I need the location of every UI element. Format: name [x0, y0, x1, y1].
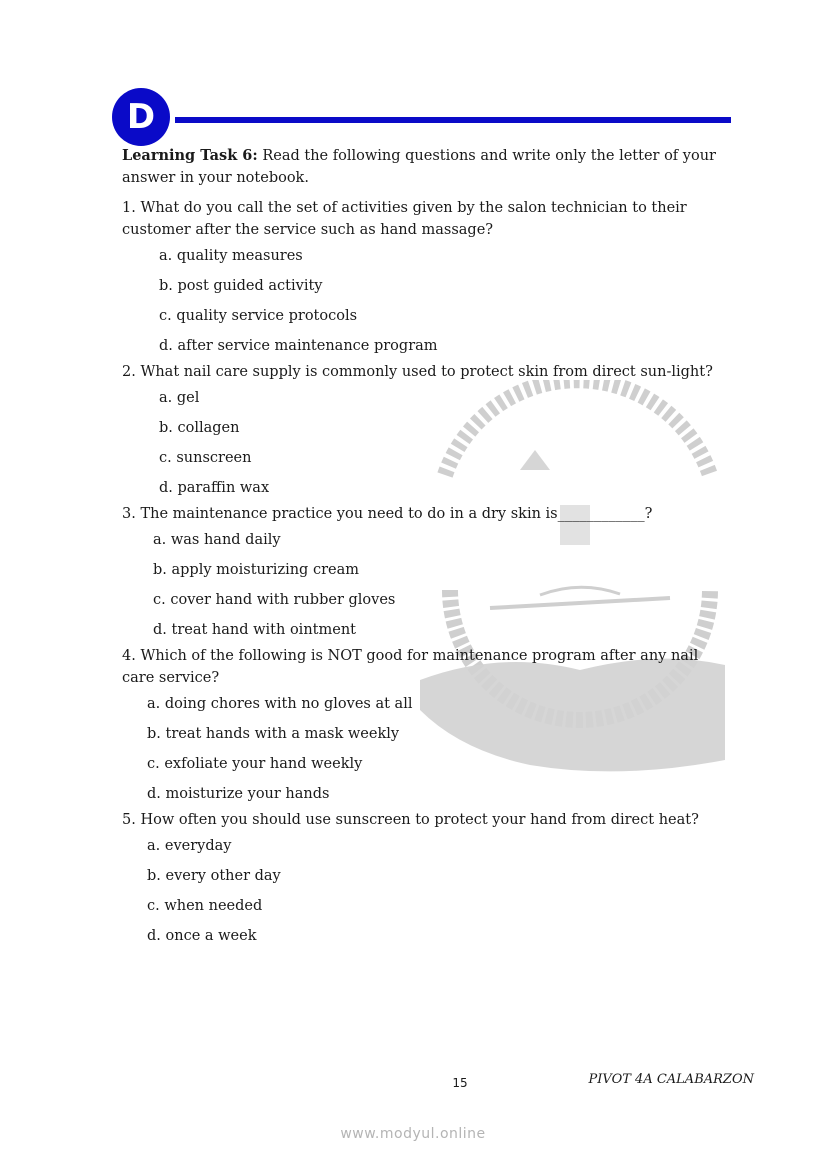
option-list — [122, 689, 722, 809]
option-c: c. exfoliate your hand weekly — [147, 756, 363, 772]
option-d: d. paraffin wax — [159, 480, 270, 496]
question-text: 3. The maintenance practice you need to do in a dry skin is____________? — [122, 506, 653, 522]
question-1 — [122, 197, 722, 361]
option-a: a. gel — [159, 390, 200, 406]
task-text: Read the following questions and write only the letter of your answer in your notebook. — [122, 148, 716, 186]
page-number: 15 — [452, 1076, 468, 1090]
option-d: d. moisturize your hands — [147, 786, 330, 802]
question-3 — [122, 503, 722, 645]
option-list — [122, 383, 722, 503]
learning-task — [122, 145, 722, 951]
option-b: b. apply moisturizing cream — [153, 562, 359, 578]
option-b: b. post guided activity — [159, 278, 323, 294]
question-text: 2. What nail care supply is commonly used to protect skin from direct sun-light? — [122, 364, 713, 380]
option-a: a. doing chores with no gloves at all — [147, 696, 413, 712]
option-list — [122, 831, 722, 951]
option-c: c. when needed — [147, 898, 263, 914]
question-2 — [122, 361, 722, 503]
option-a: a. quality measures — [159, 248, 303, 264]
question-text: 1. What do you call the set of activities given by the salon technician to their customer after the service such as hand massage? — [122, 200, 687, 238]
question-text: 4. Which of the following is NOT good for maintenance program after any nail care service? — [122, 648, 699, 686]
option-d: d. after service maintenance program — [159, 338, 438, 354]
option-d: d. treat hand with ointment — [153, 622, 356, 638]
option-b: b. every other day — [147, 868, 281, 884]
question-5 — [122, 809, 722, 951]
option-d: d. once a week — [147, 928, 257, 944]
section-divider — [175, 117, 731, 123]
task-instruction — [122, 145, 722, 189]
option-c: c. sunscreen — [159, 450, 252, 466]
option-b: b. treat hands with a mask weekly — [147, 726, 400, 742]
section-letter: D — [126, 97, 156, 137]
question-4 — [122, 645, 722, 809]
option-c: c. cover hand with rubber gloves — [153, 592, 396, 608]
task-label: Learning Task 6: — [122, 147, 258, 164]
question-text: 5. How often you should use sunscreen to protect your hand from direct heat? — [122, 812, 699, 828]
option-b: b. collagen — [159, 420, 240, 436]
option-list — [122, 241, 722, 361]
section-d-badge — [112, 88, 170, 146]
option-list — [122, 525, 722, 645]
footer-brand: PIVOT 4A CALABARZON — [588, 1072, 754, 1087]
option-a: a. everyday — [147, 838, 232, 854]
option-a: a. was hand daily — [153, 532, 281, 548]
option-c: c. quality service protocols — [159, 308, 358, 324]
site-url: www.modyul.online — [340, 1126, 486, 1142]
